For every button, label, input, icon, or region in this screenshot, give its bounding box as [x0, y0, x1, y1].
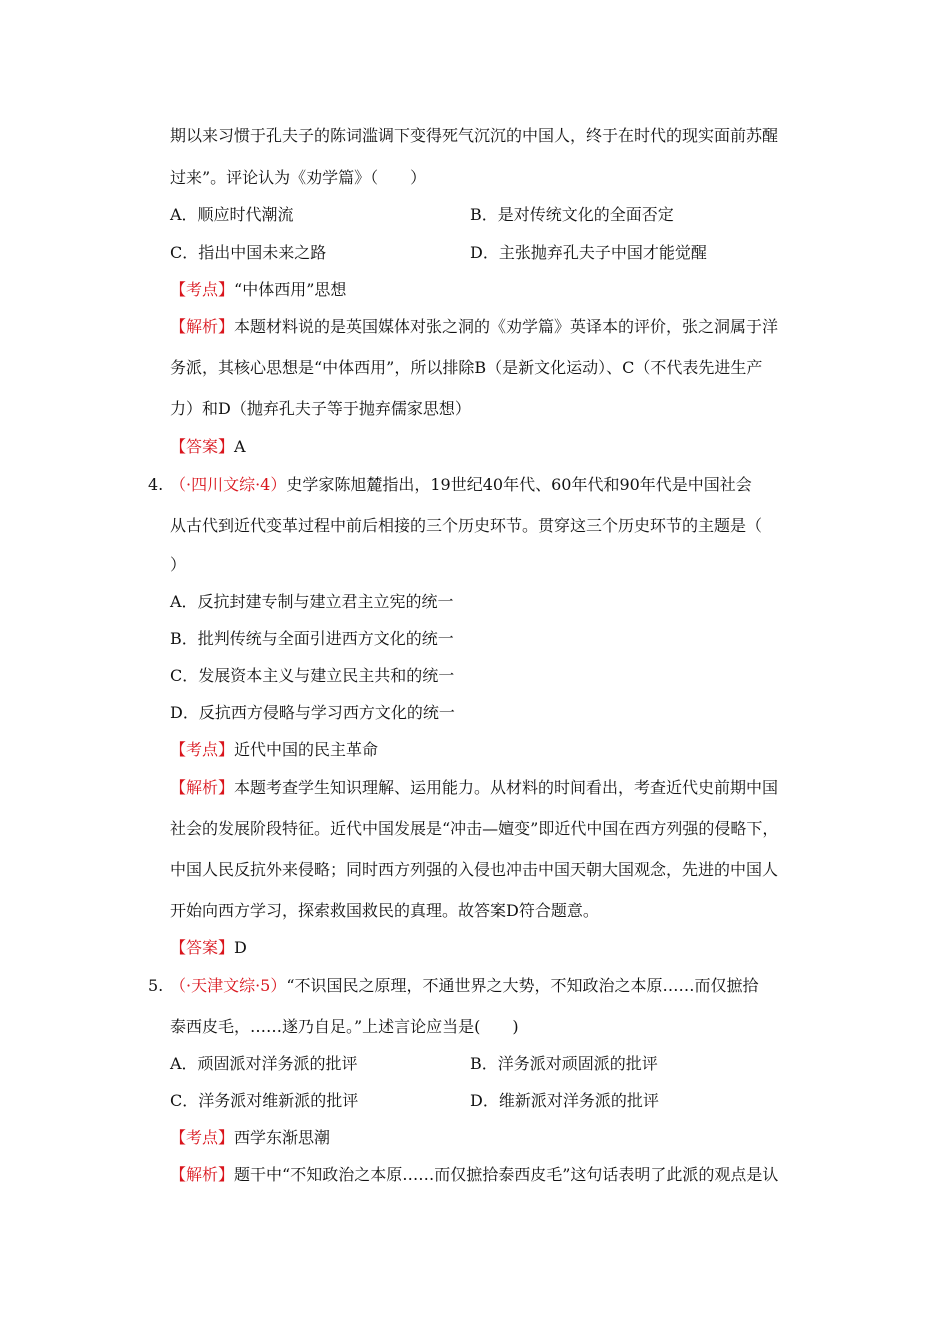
q3-stem-line: 过来”。评论认为《劝学篇》（ ） [170, 168, 427, 187]
q5-source: （·天津文综·5） [170, 976, 287, 995]
q5-kaodian [170, 1128, 810, 1148]
q4-kaodian [170, 740, 810, 760]
jiexi-text: 本题考查学生知识理解、运用能力。从材料的时间看出，考查近代史前期中国 [234, 778, 779, 797]
q3-option-b: B．是对传统文化的全面否定 [470, 205, 674, 224]
q5-stem-line [170, 976, 810, 996]
jiexi-tag: 【解析】 [170, 317, 235, 336]
q5-option-a: A．顽固派对洋务派的批评 [170, 1054, 358, 1073]
question-number: 4. [148, 475, 164, 494]
kaodian-text: “中体西用”思想 [234, 280, 347, 299]
q5-option-b: B．洋务派对顽固派的批评 [470, 1054, 658, 1073]
jiexi-text: 题干中“不知政治之本原……而仅摭拾泰西皮毛”这句话表明了此派的观点是认 [234, 1165, 779, 1184]
daan-text: D [234, 938, 247, 957]
q5-options-row [170, 1054, 810, 1074]
q5-jiexi [170, 1165, 810, 1185]
q4-stem-line [170, 475, 810, 495]
kaodian-text: 近代中国的民主革命 [234, 740, 379, 759]
daan-text: A [234, 437, 246, 456]
q3-jiexi-line: 力）和D（抛弃孔夫子等于抛弃儒家思想） [170, 399, 471, 418]
kaodian-tag: 【考点】 [170, 740, 235, 759]
q4-stem-line: ） [170, 555, 187, 574]
q3-options-row [170, 205, 810, 225]
q5-stem-text: “不识国民之原理，不通世界之大势，不知政治之本原……而仅摭拾 [286, 976, 759, 995]
q3-stem-line: 期以来习惯于孔夫子的陈词滥调下变得死气沉沉的中国人，终于在时代的现实面前苏醒 [170, 126, 779, 145]
q5-option-c: C．洋务派对维新派的批评 [170, 1091, 359, 1110]
kaodian-text: 西学东渐思潮 [234, 1128, 331, 1147]
q4-option-b: B．批判传统与全面引进西方文化的统一 [170, 629, 454, 648]
q3-jiexi-line: 务派，其核心思想是“中体西用”，所以排除B（是新文化运动）、C（不代表先进生产 [170, 358, 763, 377]
kaodian-tag: 【考点】 [170, 1128, 235, 1147]
q5-option-d: D．维新派对洋务派的批评 [470, 1091, 659, 1110]
daan-tag: 【答案】 [170, 938, 235, 957]
daan-tag: 【答案】 [170, 437, 235, 456]
q4-daan [170, 938, 810, 958]
q3-option-a: A．顺应时代潮流 [170, 205, 294, 224]
q4-option-d: D．反抗西方侵略与学习西方文化的统一 [170, 703, 455, 722]
question-number: 5. [148, 976, 164, 995]
q3-jiexi [170, 317, 810, 337]
q4-source: （·四川文综·4） [170, 475, 287, 494]
q4-stem-text: 史学家陈旭麓指出，19世纪40年代、60年代和90年代是中国社会 [286, 475, 752, 494]
q3-option-c: C．指出中国未来之路 [170, 243, 327, 262]
q4-option-a: A．反抗封建专制与建立君主立宪的统一 [170, 592, 454, 611]
q4-stem-line: 从古代到近代变革过程中前后相接的三个历史环节。贯穿这三个历史环节的主题是（ [170, 516, 763, 535]
q3-daan [170, 437, 810, 457]
kaodian-tag: 【考点】 [170, 280, 235, 299]
jiexi-text: 本题材料说的是英国媒体对张之洞的《劝学篇》英译本的评价，张之洞属于洋 [234, 317, 779, 336]
q4-option-c: C．发展资本主义与建立民主共和的统一 [170, 666, 455, 685]
q4-jiexi-line: 社会的发展阶段特征。近代中国发展是“冲击—嬗变”即近代中国在西方列强的侵略下， [170, 819, 779, 838]
q5-options-row [170, 1091, 810, 1111]
q3-options-row [170, 243, 810, 263]
q4-jiexi [170, 778, 810, 798]
jiexi-tag: 【解析】 [170, 778, 235, 797]
q3-option-d: D．主张抛弃孔夫子中国才能觉醒 [470, 243, 707, 262]
q4-jiexi-line: 开始向西方学习，探索救国救民的真理。故答案D符合题意。 [170, 901, 599, 920]
q4-jiexi-line: 中国人民反抗外来侵略；同时西方列强的入侵也冲击中国天朝大国观念，先进的中国人 [170, 860, 779, 879]
q5-stem-line: 泰西皮毛，……遂乃自足。”上述言论应当是( ) [170, 1017, 519, 1036]
q3-kaodian [170, 280, 810, 300]
jiexi-tag: 【解析】 [170, 1165, 235, 1184]
